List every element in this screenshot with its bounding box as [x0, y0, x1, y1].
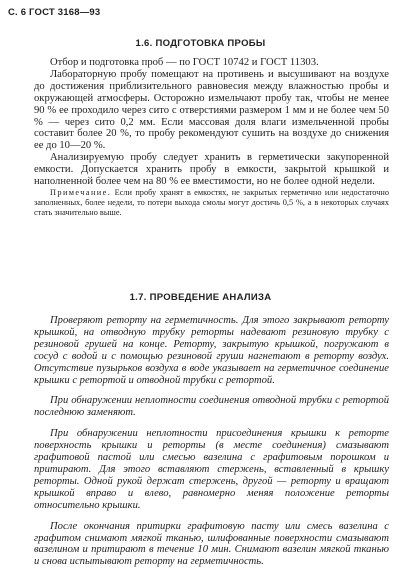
section-1-7-title: 1.7. ПРОВЕДЕНИЕ АНАЛИЗА: [129, 292, 272, 303]
section-1-6-title: 1.6. ПОДГОТОВКА ПРОБЫ: [135, 38, 266, 49]
paragraph-outlet-tube: При обнаружении неплотности соединения отводной трубки с ретортой последнюю заменяют.: [34, 395, 389, 419]
paragraph-storage: Анализируемую пробу следует хранить в герметически закупоренной емкости. Допускается хранить пробу в емкости, закрытой крышкой и наполненной более чем на 80 % ее вместимости, но не более одной недели.: [34, 152, 389, 188]
paragraph-lid-lapping: При обнаружении неплотности присоединения крышки к реторте поверхность крышки и реторты (в месте соединения) смазывают графитовой пастой или смесью вазелина с графитовым порошком и притирают. Для этого вставляют стержень, вставленный в крышку реторты. Одной рукой держат стержень, другой — реторту и вращают крышкой вправо и влево, равномерно меняя положение реторты относительно крышки.: [34, 428, 389, 511]
paragraph-drying: Лабораторную пробу помещают на противень и высушивают на воздухе до достижения приблизительного равновесия между влажностью пробы и окружающей атмосферы. Осторожно измельчают пробу так, чтобы не менее 90 % ее проходило через сито с отверстиями размером 1 мм и не более чем 50 % — через сито 0,2 мм. Если массовая доля влаги измельченной пробы составит более 20 %, то пробу рекомендуют сушить на воздухе до снижения ее до 10—20 %.: [34, 68, 389, 152]
paragraph-after-lapping: После окончания притирки графитовую пасту или смесь вазелина с графитом снимают мягкой тканью, шлифованные поверхности смазывают вазелином и притирают в течение 10 мин. Снимают вазелин мягкой тканью и снова испытывают реторту на герметичность.: [34, 520, 389, 568]
note-text: Если пробу хранят в емкостях, не закрытых герметично или недостаточно заполненных, более недели, то потери выхода смолы могут достичь 0,5 %, а в некоторых случаях стать значительно выше.: [34, 187, 389, 218]
section-1-7-body: [34, 315, 389, 568]
note-label: Примечание.: [50, 187, 112, 197]
paragraph-sampling: Отбор и подготовка проб — по ГОСТ 10742 и ГОСТ 11303.: [50, 57, 319, 68]
section-1-6-body: [34, 57, 389, 219]
paragraph-leak-test: Проверяют реторту на герметичность. Для этого закрывают реторту крышкой, на отводную трубку реторты надевают резиновую трубку с резиновой грушей на конце. Реторту, закрытую крышкой, погружают в сосуд с водой и с помощью резиновой груши нагнетают в реторту воздух. Отсутствие пузырьков воздуха в воде указывает на герметичное соединение крышки с ретортой и отводной трубки с ретортой.: [34, 315, 389, 386]
page-header: С. 6 ГОСТ 3168—93: [8, 7, 101, 18]
note: [34, 188, 389, 219]
